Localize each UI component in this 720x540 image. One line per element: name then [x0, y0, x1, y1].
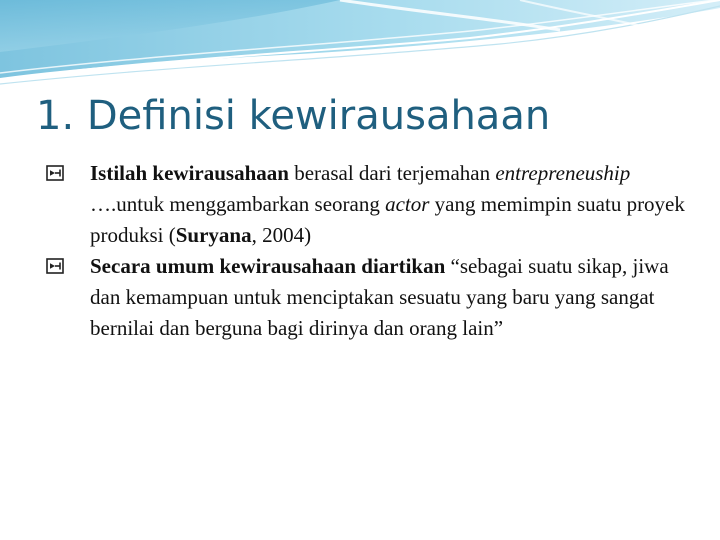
bullet-list [46, 158, 686, 344]
definition-quote: “sebagai suatu sikap, jiwa dan kemampuan untuk menciptakan sesuatu yang baru yang sangat bernilai dan berguna bagi dirinya dan orang lain” [90, 254, 669, 340]
term-italic: actor [385, 192, 430, 216]
term-italic: entrepreneuship [495, 161, 631, 185]
citation-year: , 2004) [251, 223, 312, 247]
header-wave-decoration [0, 0, 720, 90]
bullet-item [46, 158, 686, 251]
bullet-text [90, 158, 686, 251]
arrow-in-box-icon [46, 165, 64, 181]
term: Secara umum kewirausahaan diartikan [90, 254, 446, 278]
text-segment: ….untuk menggambarkan seorang [90, 192, 386, 216]
bullet-text [90, 251, 686, 344]
text-segment: yang memimpin suatu proyek produksi ( [90, 192, 685, 247]
citation-author: Suryana [175, 223, 252, 247]
bullet-item [46, 251, 686, 344]
arrow-in-box-icon [46, 258, 64, 274]
slide-title: 1. Definisi kewirausahaan [36, 93, 551, 139]
term: Istilah kewirausahaan [90, 161, 289, 185]
text-segment: berasal dari terjemahan [288, 161, 496, 185]
